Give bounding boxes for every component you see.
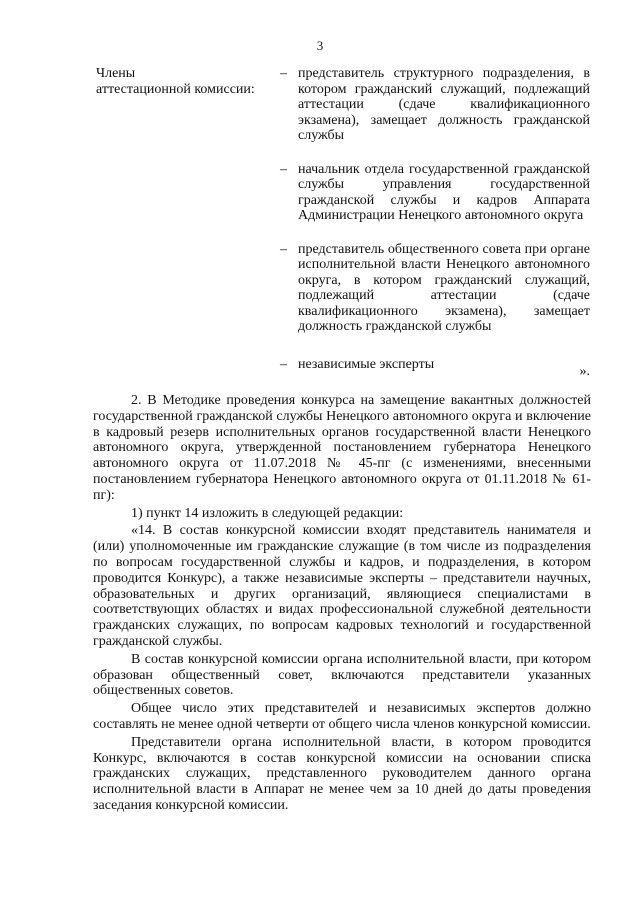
paragraph: Общее число этих представителей и независимых экспертов должно составлять не менее одной четверти от общего числа членов конкурсной комиссии. xyxy=(93,701,591,732)
paragraph-subitem-1: 1) пункт 14 изложить в следующей редакции: xyxy=(131,505,404,521)
member-item xyxy=(268,242,590,335)
members-label-text: Члены аттестационной комиссии: xyxy=(96,66,255,97)
dash-marker: – xyxy=(280,241,287,257)
dash-marker: – xyxy=(280,66,287,81)
member-text: начальник отдела государственной гражданской службы управления государственной гражданской службы и кадров Аппарата Администрации Ненецкого автономного округа xyxy=(298,161,590,223)
paragraph-clause-14: «14. В состав конкурсной комиссии входят представитель нанимателя и (или) уполномоченные им гражданские служащие (в том числе из подразделения по вопросам государственной службы и кадров, и подразделения, в котором проводится Конкурс), а также независимые эксперты – представители научных, образовательных и других организаций, являющиеся специалистами в соответствующих областях и видах профессиональной служебной деятельности гражданских служащих, по вопросам кадровых технологий и государственной гражданской службы. xyxy=(93,523,591,649)
dash-marker: – xyxy=(280,356,287,372)
member-item xyxy=(268,162,590,224)
member-text: представитель структурного подразделения, в котором гражданский служащий, подлежащий аттестации (сдаче квалификационного экзамена), замещает должность гражданской службы xyxy=(298,66,590,143)
dash-marker: – xyxy=(280,161,287,177)
member-text: представитель общественного совета при органе исполнительной власти Ненецкого автономного округа, в котором гражданский служащий, подлежащий аттестации (сдаче квалификационного экзамена), замещает должность гражданской службы xyxy=(298,241,590,334)
closing-quote: ». xyxy=(579,364,590,379)
paragraph: Представители органа исполнительной власти, в котором проводится Конкурс, включаются в состав конкурсной комиссии на основании списка гражданских служащих, представленного руководителем данного органа исполнительной власти в Аппарат не менее чем за 10 дней до даты проведения заседания конкурсной комиссии. xyxy=(93,734,591,813)
members-label xyxy=(96,66,286,97)
member-item xyxy=(268,66,590,144)
body-text xyxy=(93,393,591,814)
member-item xyxy=(268,357,590,373)
members-list xyxy=(268,66,590,390)
paragraph-item-2: 2. В Методике проведения конкурса на замещение вакантных должностей государственной гражданской службы Ненецкого автономного округа и включение в кадровый резерв исполнительных органов государственной власти Ненецкого автономного округа, утвержденной постановлением губернатора Ненецкого автономного округа от 11.07.2018 № 45-пг (с изменениями, внесенными постановлением губернатора Ненецкого автономного округа от 01.11.2018 № 61-пг): xyxy=(93,393,591,503)
paragraph: В состав конкурсной комиссии органа исполнительной власти, при котором образован общественный совет, включаются представители указанных общественных советов. xyxy=(93,651,591,699)
page-number: 3 xyxy=(316,38,324,53)
member-text: независимые эксперты xyxy=(298,356,435,372)
